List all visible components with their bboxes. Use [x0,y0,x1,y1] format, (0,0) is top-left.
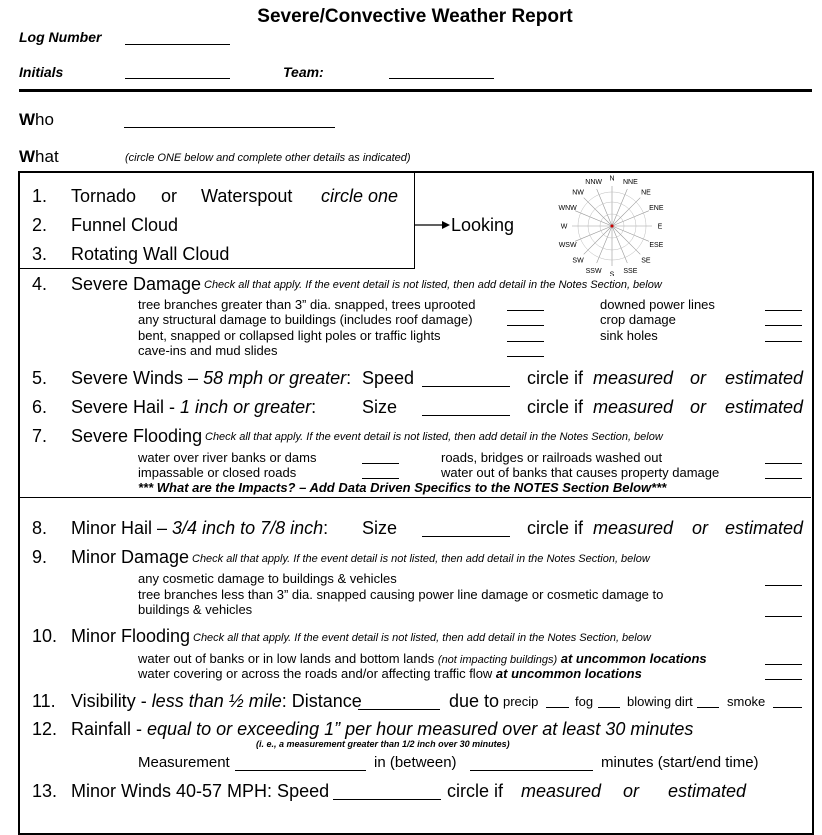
severe-damage-option: any structural damage to buildings (includes roof damage) [138,312,473,327]
severe-flooding-option: impassable or closed roads [138,465,297,480]
item-11-number: 11. [32,691,56,711]
compass-direction-label[interactable]: SE [641,257,651,265]
precip-label: precip [503,694,539,709]
or-label: or [623,781,640,801]
compass-direction-label[interactable]: NNW [585,179,602,187]
severe-flooding-option: roads, bridges or railroads washed out [441,450,663,465]
option-estimated[interactable]: estimated [725,518,804,538]
what-label: What [19,147,59,166]
compass-direction-label[interactable]: WSW [558,241,577,249]
severe-wind-speed-field[interactable] [422,386,510,387]
option-measured[interactable]: measured [521,781,602,801]
minor-flooding-checkbox[interactable] [765,664,802,665]
looking-label: Looking [451,215,515,235]
severe-flooding-checkbox[interactable] [765,463,802,464]
option-measured[interactable]: measured [593,518,674,538]
compass-direction-label[interactable]: NW [572,189,584,197]
rainfall-time-field[interactable] [470,770,593,771]
size-label: Size [362,397,398,417]
severe-flooding-checkbox[interactable] [362,478,399,479]
severe-damage-checkbox[interactable] [507,341,544,342]
circle-if-label: circle if [527,368,584,388]
item-4-number: 4. [32,274,48,294]
minor-damage-option: any cosmetic damage to buildings & vehicles [138,571,397,586]
severe-damage-checkbox[interactable] [507,325,544,326]
or-label: or [690,397,707,417]
item-7-note: Check all that apply. If the event detail is not listed, then add detail in the Notes Section, below [205,431,663,443]
compass-rose[interactable] [555,172,675,276]
minor-flooding-option: water out of banks or in low lands and bottom lands (not impacting buildings) at uncommon locations [138,651,707,666]
option-rotating-wall-cloud[interactable]: Rotating Wall Cloud [71,244,230,264]
option-measured[interactable]: measured [593,397,674,417]
circle-if-label: circle if [527,518,584,538]
item-9-label: Minor Damage [71,547,190,567]
in-between-label: in (between) [374,754,457,771]
fog-label: fog [575,694,594,709]
items-1-3-box-bottom [20,268,415,269]
compass-direction-label[interactable]: ENE [649,205,664,213]
minor-hail-size-field[interactable] [422,536,510,537]
or-label: or [692,518,709,538]
rainfall-measurement-field[interactable] [235,770,366,771]
severe-damage-checkbox[interactable] [765,341,802,342]
minor-flooding-option: water covering or across the roads and/or affecting traffic flow at uncommon locations [138,666,642,681]
option-estimated[interactable]: estimated [725,368,804,388]
item-2-number: 2. [32,215,48,235]
measurement-label: Measurement [138,754,230,771]
compass-direction-label[interactable]: NE [641,189,651,197]
or-label: or [690,368,707,388]
severe-damage-checkbox[interactable] [507,356,544,357]
who-label: Who [19,110,54,129]
minor-damage-checkbox[interactable] [765,616,802,617]
item-10-label: Minor Flooding [71,626,191,646]
smoke-checkbox[interactable] [773,707,802,708]
severe-minor-divider [20,497,811,498]
compass-direction-label[interactable]: WNW [558,205,577,213]
compass-direction-label[interactable]: N [609,175,615,183]
initials-field[interactable] [125,78,230,79]
severe-flooding-option: water over river banks or dams [138,450,317,465]
team-field[interactable] [389,78,494,79]
header-divider [19,89,812,92]
compass-direction-label[interactable]: NNE [622,179,638,187]
impacts-note: *** What are the Impacts? – Add Data Driven Specifics to the NOTES Section Below*** [138,480,667,495]
severe-flooding-checkbox[interactable] [362,463,399,464]
option-estimated[interactable]: estimated [668,781,747,801]
item-13-number: 13. [32,781,58,801]
severe-damage-option: bent, snapped or collapsed light poles or traffic lights [138,328,441,343]
severe-hail-size-field[interactable] [422,415,510,416]
item-8-label: Minor Hail – 3/4 inch to 7/8 inch: [71,518,329,538]
item-3-number: 3. [32,244,48,264]
speed-label: Speed [362,368,415,388]
item-10-number: 10. [32,626,58,646]
minor-flooding-checkbox[interactable] [765,679,802,680]
visibility-distance-field[interactable] [358,709,440,710]
team-label: Team: [283,64,324,80]
minor-damage-option: buildings & vehicles [138,602,253,617]
minor-damage-option: tree branches less than 3” dia. snapped causing power line damage or cosmetic damage to [138,587,664,602]
option-funnel-cloud[interactable]: Funnel Cloud [71,215,179,235]
page-title: Severe/Convective Weather Report [257,6,573,27]
severe-damage-checkbox[interactable] [507,310,544,311]
item-8-number: 8. [32,518,48,538]
item-4-note: Check all that apply. If the event detail is not listed, then add detail in the Notes Section, below [204,279,662,291]
item-7-label: Severe Flooding [71,426,203,446]
size-label: Size [362,518,398,538]
initials-label: Initials [19,64,64,80]
minutes-label: minutes (start/end time) [601,754,759,771]
log-number-label: Log Number [19,29,102,45]
severe-damage-checkbox[interactable] [765,325,802,326]
precip-checkbox[interactable] [546,707,569,708]
due-to-label: due to [449,691,500,711]
blowing-dirt-label: blowing dirt [627,694,693,709]
compass-direction-label[interactable]: SSW [585,267,602,275]
compass-rose-icon [555,172,675,276]
severe-damage-option: tree branches greater than 3” dia. snapped, trees uprooted [138,297,476,312]
item-12-label: Rainfall - equal to or exceeding 1” per hour measured over at least 30 minutes [71,719,694,739]
log-number-field[interactable] [125,44,230,45]
compass-direction-label[interactable]: E [657,223,663,231]
severe-damage-checkbox[interactable] [765,310,802,311]
item-1-number: 1. [32,186,48,206]
item-11-label: Visibility - less than ½ mile: Distance [71,691,362,711]
compass-direction-label[interactable]: SW [572,257,584,265]
compass-direction-label[interactable]: S [609,271,615,276]
item-1-circle-one: circle one [321,186,399,206]
item-9-number: 9. [32,547,48,567]
what-note: (circle ONE below and complete other details as indicated) [125,152,411,164]
option-measured[interactable]: measured [593,368,674,388]
option-tornado[interactable]: Tornado [71,186,137,206]
item-7-number: 7. [32,426,48,446]
item-12-number: 12. [32,719,58,739]
compass-direction-label[interactable]: W [560,223,568,231]
item-5-number: 5. [32,368,48,388]
item-9-note: Check all that apply. If the event detail is not listed, then add detail in the Notes Section, below [192,553,650,565]
compass-direction-label[interactable]: ESE [649,241,664,249]
item-6-number: 6. [32,397,48,417]
circle-if-label: circle if [447,781,504,801]
severe-flooding-checkbox[interactable] [765,478,802,479]
severe-damage-option: crop damage [600,312,676,327]
severe-damage-option: sink holes [600,328,658,343]
minor-wind-speed-field[interactable] [333,799,441,800]
fog-checkbox[interactable] [598,707,620,708]
severe-flooding-option: water out of banks that causes property damage [441,465,720,480]
option-waterspout[interactable]: Waterspout [201,186,293,206]
item-5-label: Severe Winds – 58 mph or greater: [71,368,352,388]
item-13-label: Minor Winds 40-57 MPH: Speed [71,781,330,801]
severe-damage-option: downed power lines [600,297,715,312]
option-estimated[interactable]: estimated [725,397,804,417]
item-4-label: Severe Damage [71,274,202,294]
item-1-or: or [161,186,178,206]
who-field[interactable] [124,127,335,128]
circle-if-label: circle if [527,397,584,417]
item-6-label: Severe Hail - 1 inch or greater: [71,397,317,417]
arrow-right-icon [414,219,450,231]
minor-damage-checkbox[interactable] [765,585,802,586]
item-12-subnote: (i. e., a measurement greater than 1/2 inch over 30 minutes) [256,739,510,749]
smoke-label: smoke [727,694,766,709]
severe-damage-option: cave-ins and mud slides [138,343,278,358]
compass-direction-label[interactable]: SSE [623,267,638,275]
blowing-dirt-checkbox[interactable] [697,707,719,708]
item-10-note: Check all that apply. If the event detail is not listed, then add detail in the Notes Section, below [193,632,651,644]
